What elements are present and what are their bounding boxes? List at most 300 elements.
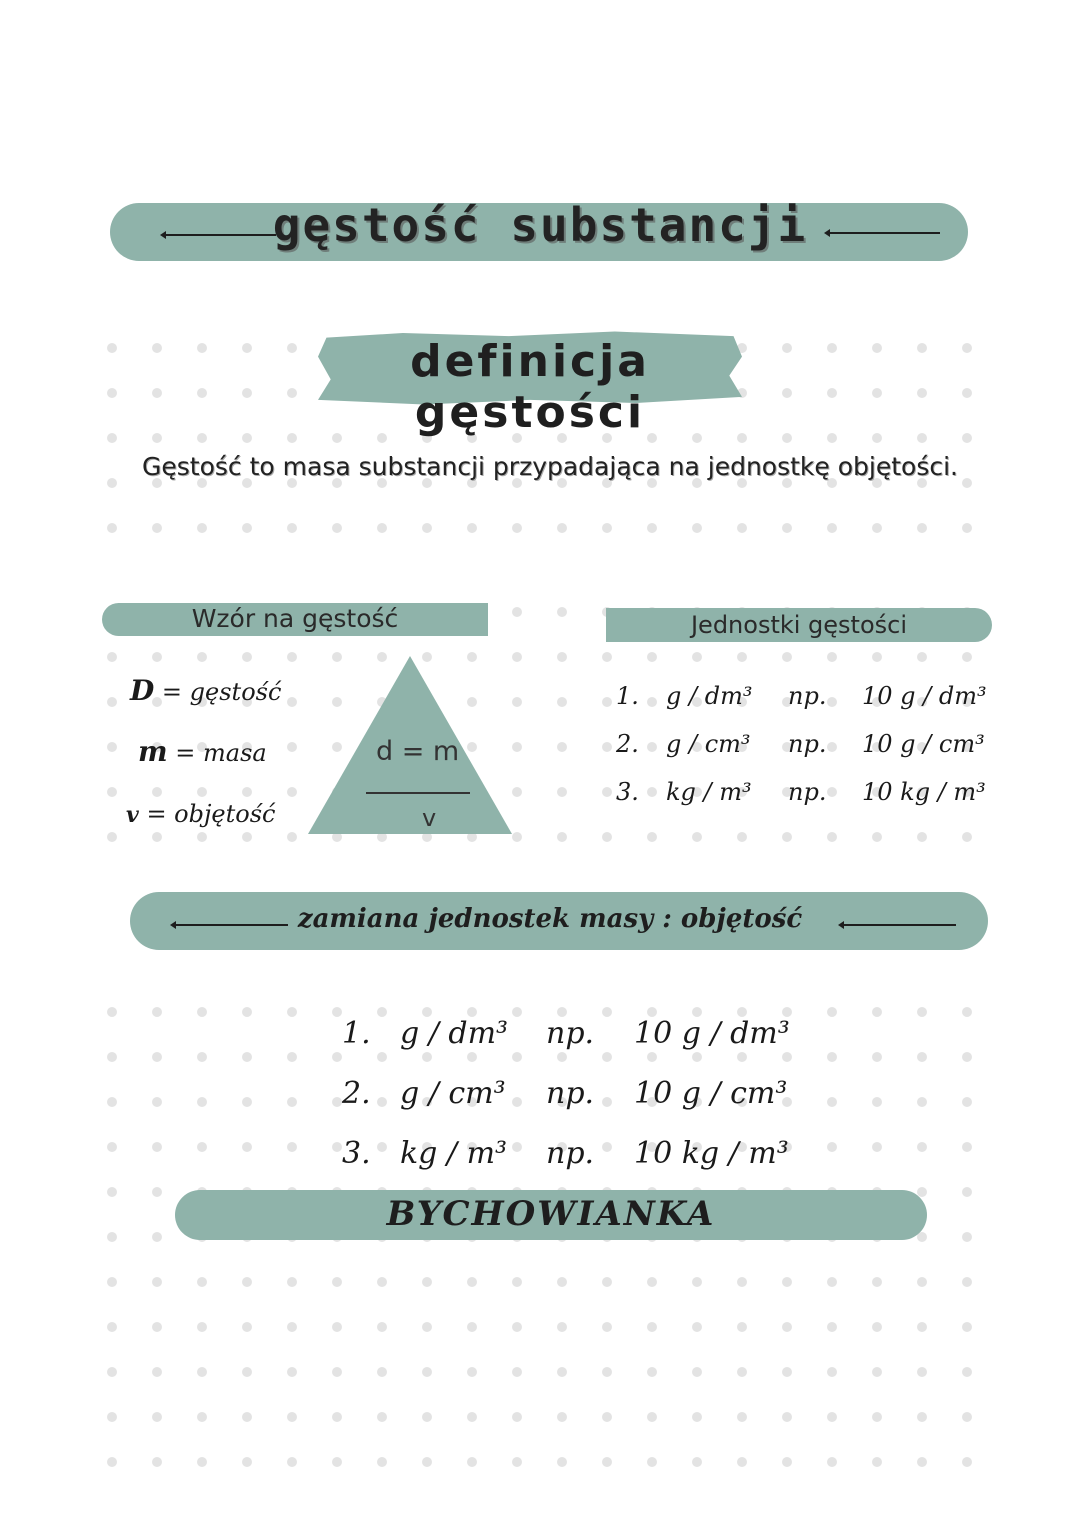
background-dot [152,1457,162,1467]
conversion-heading: zamiana jednostek masy : objętość [297,904,803,934]
background-dot [107,1322,117,1332]
background-dot [872,1097,882,1107]
background-dot [962,1232,972,1242]
background-dot [782,523,792,533]
background-dot [647,787,657,797]
background-dot [647,1322,657,1332]
background-dot [602,787,612,797]
background-dot [242,343,252,353]
background-dot [242,1367,252,1377]
background-dot [602,1007,612,1017]
row-np: np. [546,1136,595,1171]
background-dot [557,697,567,707]
background-dot [332,1322,342,1332]
background-dot [242,832,252,842]
background-dot [692,1367,702,1377]
background-dot [242,652,252,662]
background-dot [152,433,162,443]
background-dot [917,1367,927,1377]
background-dot [287,1007,297,1017]
background-dot [647,1367,657,1377]
background-dot [242,1412,252,1422]
background-dot [197,1367,207,1377]
background-dot [827,1322,837,1332]
background-dot [242,388,252,398]
background-dot [782,1322,792,1332]
background-dot [737,1457,747,1467]
background-dot [602,742,612,752]
background-dot [692,1457,702,1467]
background-dot [422,1322,432,1332]
row-number: 2. [616,730,639,758]
background-dot [242,1277,252,1287]
background-dot [197,1322,207,1332]
background-dot [602,1412,612,1422]
background-dot [422,652,432,662]
background-dot [107,1457,117,1467]
background-dot [602,523,612,533]
background-dot [872,1277,882,1287]
background-dot [782,1457,792,1467]
background-dot [962,1322,972,1332]
row-unit: kg / m³ [666,778,752,806]
background-dot [512,1367,522,1377]
background-dot [737,523,747,533]
background-dot [107,433,117,443]
background-dot [152,832,162,842]
background-dot [872,1457,882,1467]
background-dot [287,1052,297,1062]
background-dot [872,1322,882,1332]
background-dot [557,1367,567,1377]
row-number: 3. [616,778,639,806]
background-dot [872,832,882,842]
background-dot [107,1232,117,1242]
background-dot [602,652,612,662]
background-dot [872,1367,882,1377]
background-dot [197,1412,207,1422]
background-dot [197,523,207,533]
background-dot [512,1007,522,1017]
row-np: np. [788,682,827,710]
background-dot [242,1322,252,1332]
background-dot [152,1232,162,1242]
background-dot [512,1052,522,1062]
background-dot [872,343,882,353]
background-dot [467,523,477,533]
background-dot [917,1412,927,1422]
background-dot [107,1277,117,1287]
background-dot [962,433,972,443]
row-example: 10 kg / m³ [862,778,986,806]
background-dot [467,1457,477,1467]
background-dot [692,1277,702,1287]
background-dot [602,832,612,842]
background-dot [152,1277,162,1287]
background-dot [242,1052,252,1062]
background-dot [467,1052,477,1062]
background-dot [962,343,972,353]
background-dot [242,523,252,533]
units-header: Jednostki gęstości [606,608,992,642]
background-dot [332,697,342,707]
background-dot [107,1052,117,1062]
background-dot [242,1097,252,1107]
background-dot [557,787,567,797]
row-unit: kg / m³ [400,1136,508,1171]
background-dot [602,1457,612,1467]
row-unit: g / dm³ [666,682,753,710]
background-dot [377,1097,387,1107]
background-dot [107,1412,117,1422]
background-dot [737,1367,747,1377]
background-dot [602,1277,612,1287]
background-dot [512,523,522,533]
background-dot [197,832,207,842]
background-dot [152,343,162,353]
background-dot [602,1142,612,1152]
background-dot [377,1007,387,1017]
background-dot [557,1277,567,1287]
row-np: np. [788,730,827,758]
background-dot [827,652,837,662]
background-dot [917,652,927,662]
background-dot [107,697,117,707]
triangle-top-text: d = m [376,736,460,767]
background-dot [602,1322,612,1332]
background-dot [602,1367,612,1377]
background-dot [962,1142,972,1152]
background-dot [647,1457,657,1467]
background-dot [332,1052,342,1062]
background-dot [737,832,747,842]
background-dot [107,523,117,533]
background-dot [917,343,927,353]
background-dot [377,652,387,662]
triangle-bottom-text: v [422,804,437,832]
background-dot [512,1322,522,1332]
background-dot [692,652,702,662]
background-dot [287,697,297,707]
background-dot [332,1457,342,1467]
background-dot [332,652,342,662]
background-dot [737,1052,747,1062]
background-dot [287,1457,297,1467]
background-dot [782,832,792,842]
row-np: np. [788,778,827,806]
legend-volume: v = objętość [126,800,276,828]
background-dot [512,1142,522,1152]
background-dot [647,1412,657,1422]
background-dot [107,832,117,842]
background-dot [917,1457,927,1467]
background-dot [872,523,882,533]
background-dot [422,1367,432,1377]
background-dot [287,388,297,398]
background-dot [917,388,927,398]
background-dot [287,832,297,842]
legend-density: D = gęstość [130,674,282,707]
background-dot [827,1457,837,1467]
background-dot [602,697,612,707]
background-dot [827,832,837,842]
background-dot [107,1097,117,1107]
background-dot [377,1322,387,1332]
background-dot [962,523,972,533]
background-dot [287,343,297,353]
background-dot [827,1097,837,1107]
background-dot [647,1052,657,1062]
background-dot [962,1277,972,1287]
background-dot [827,697,837,707]
background-dot [872,652,882,662]
background-dot [782,652,792,662]
background-dot [377,523,387,533]
background-dot [197,787,207,797]
background-dot [287,652,297,662]
row-unit: g / cm³ [666,730,751,758]
legend-mass: m = masa [138,735,267,768]
background-dot [512,652,522,662]
background-dot [422,1457,432,1467]
background-dot [872,388,882,398]
background-dot [872,1007,882,1017]
background-dot [152,1412,162,1422]
row-number: 3. [342,1136,371,1171]
background-dot [107,343,117,353]
background-dot [737,1322,747,1332]
background-dot [287,1412,297,1422]
background-dot [737,1277,747,1287]
background-dot [287,1322,297,1332]
background-dot [917,523,927,533]
background-dot [107,742,117,752]
row-example: 10 g / cm³ [862,730,985,758]
background-dot [287,742,297,752]
background-dot [962,388,972,398]
background-dot [827,523,837,533]
background-dot [917,832,927,842]
background-dot [782,433,792,443]
background-dot [287,1097,297,1107]
background-dot [107,1142,117,1152]
background-dot [467,1322,477,1332]
background-dot [692,1412,702,1422]
background-dot [872,1052,882,1062]
background-dot [917,1322,927,1332]
row-np: np. [546,1016,595,1051]
background-dot [827,343,837,353]
background-dot [827,1142,837,1152]
background-dot [107,388,117,398]
background-dot [647,523,657,533]
background-dot [107,652,117,662]
background-dot [287,523,297,533]
background-dot [692,1052,702,1062]
row-number: 1. [342,1016,371,1051]
background-dot [692,523,702,533]
background-dot [872,1142,882,1152]
background-dot [332,1142,342,1152]
background-dot [377,1457,387,1467]
background-dot [197,1097,207,1107]
background-dot [962,1187,972,1197]
background-dot [152,388,162,398]
background-dot [647,1277,657,1287]
background-dot [242,1142,252,1152]
background-dot [152,1187,162,1197]
row-example: 10 g / cm³ [634,1076,788,1111]
background-dot [647,742,657,752]
background-dot [242,787,252,797]
background-dot [692,832,702,842]
row-example: 10 g / dm³ [634,1016,790,1051]
background-dot [782,1277,792,1287]
background-dot [557,1412,567,1422]
background-dot [332,1277,342,1287]
background-dot [197,1457,207,1467]
background-dot [377,1052,387,1062]
background-dot [377,1367,387,1377]
background-dot [152,1052,162,1062]
background-dot [602,1052,612,1062]
background-dot [152,523,162,533]
background-dot [827,1412,837,1422]
background-dot [647,652,657,662]
background-dot [152,1097,162,1107]
background-dot [107,1367,117,1377]
background-dot [827,1007,837,1017]
background-dot [827,1052,837,1062]
background-dot [512,832,522,842]
background-dot [557,742,567,752]
background-dot [917,1007,927,1017]
background-dot [242,433,252,443]
background-dot [917,1097,927,1107]
background-dot [152,1367,162,1377]
background-dot [737,652,747,662]
background-dot [872,1412,882,1422]
background-dot [827,1277,837,1287]
fraction-line [366,792,470,794]
background-dot [962,1052,972,1062]
background-dot [332,1007,342,1017]
background-dot [467,1367,477,1377]
background-dot [962,1457,972,1467]
background-dot [332,523,342,533]
definition-heading: definicja gęstości [410,336,650,438]
row-np: np. [546,1076,595,1111]
background-dot [737,1412,747,1422]
background-dot [512,1412,522,1422]
background-dot [332,1097,342,1107]
background-dot [332,742,342,752]
background-dot [197,652,207,662]
background-dot [917,1142,927,1152]
background-dot [647,697,657,707]
background-dot [287,433,297,443]
definition-text: Gęstość to masa substancji przypadająca na jednostkę objętości. [142,452,958,481]
background-dot [512,1277,522,1287]
background-dot [602,1097,612,1107]
background-dot [197,433,207,443]
background-dot [962,1412,972,1422]
background-dot [692,1322,702,1332]
row-number: 1. [616,682,639,710]
background-dot [782,1367,792,1377]
formula-header: Wzór na gęstość [102,603,488,636]
background-dot [422,1412,432,1422]
background-dot [557,1457,567,1467]
background-dot [827,433,837,443]
background-dot [962,1367,972,1377]
background-dot [782,343,792,353]
background-dot [422,523,432,533]
background-dot [152,1322,162,1332]
background-dot [782,1052,792,1062]
background-dot [197,1052,207,1062]
background-dot [782,388,792,398]
background-dot [647,832,657,842]
background-dot [377,1277,387,1287]
background-dot [557,652,567,662]
background-dot [872,433,882,443]
background-dot [332,1412,342,1422]
background-dot [962,832,972,842]
background-dot [512,1097,522,1107]
background-dot [557,607,567,617]
background-dot [152,652,162,662]
background-dot [287,1277,297,1287]
row-example: 10 g / dm³ [862,682,987,710]
background-dot [287,1142,297,1152]
background-dot [467,652,477,662]
background-dot [422,1052,432,1062]
background-dot [377,1412,387,1422]
background-dot [422,1277,432,1287]
background-dot [197,1142,207,1152]
background-dot [107,1007,117,1017]
background-dot [152,1007,162,1017]
background-dot [962,1097,972,1107]
brand-name: BYCHOWIANKA [386,1194,716,1234]
background-dot [467,742,477,752]
background-dot [152,1142,162,1152]
background-dot [557,832,567,842]
background-dot [287,787,297,797]
background-dot [242,1457,252,1467]
background-dot [152,787,162,797]
background-dot [782,1412,792,1422]
background-dot [557,1052,567,1062]
background-dot [917,433,927,443]
background-dot [827,1367,837,1377]
background-dot [197,1007,207,1017]
page-title: gęstość substancji [272,198,808,252]
row-unit: g / cm³ [400,1076,506,1111]
row-unit: g / dm³ [400,1016,509,1051]
background-dot [512,787,522,797]
background-dot [197,1277,207,1287]
row-number: 2. [342,1076,371,1111]
background-dot [107,1187,117,1197]
background-dot [287,1367,297,1377]
background-dot [377,1142,387,1152]
background-dot [467,697,477,707]
background-dot [917,1277,927,1287]
background-dot [917,1052,927,1062]
background-dot [962,652,972,662]
